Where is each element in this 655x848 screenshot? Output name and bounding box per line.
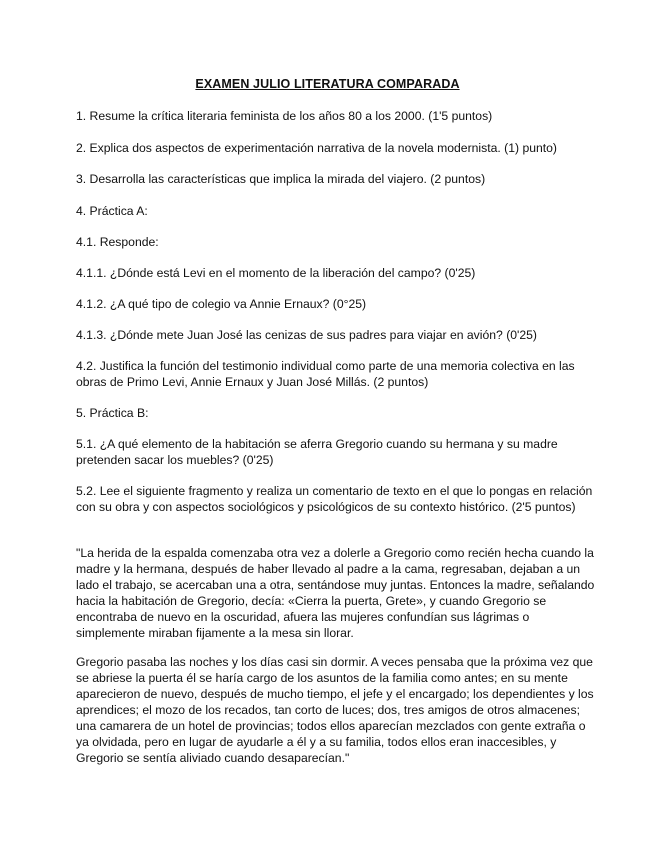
quote-line: aprendices; el mozo de los recados, tan corto de luces; dos, tres amigos de otros almacenes;: [76, 703, 581, 717]
quote-paragraph-1: [76, 545, 595, 641]
question-3: 3. Desarrolla las características que implica la mirada del viajero. (2 puntos): [76, 172, 486, 186]
question-5-2: [76, 483, 593, 515]
quote-line: simplemente miraban fijamente a la mesa sin llorar.: [76, 626, 354, 640]
quote-line: hacia la habitación de Gregorio, decía: «Cierra la puerta, Grete», y cuando Gregorio se: [76, 594, 547, 608]
quote-line: Gregorio pasaba las noches y los días casi sin dormir. A veces pensaba que la próxima vez que: [76, 655, 593, 669]
question-5-2-line: con su obra y con aspectos sociológicos y psicológicos de su contexto histórico. (2'5 puntos): [76, 500, 576, 514]
quote-line: "La herida de la espalda comenzaba otra vez a dolerle a Gregorio como recién hecha cuando la: [76, 546, 594, 560]
question-5-2-line: 5.2. Lee el siguiente fragmento y realiza un comentario de texto en el que lo pongas en relación: [76, 484, 593, 498]
practice-b-heading: 5. Práctica B:: [76, 406, 149, 420]
quote-line: una camarera de un hotel de provincias; todos ellos aparecían mezclados con gente extraña o: [76, 719, 586, 733]
quote-line: lado el trabajo, se acercaban una a otra, sentándose muy juntas. Entonces la madre, señalando: [76, 578, 595, 592]
question-2: 2. Explica dos aspectos de experimentación narrativa de la novela modernista. (1) punto): [76, 141, 557, 155]
question-5-1: [76, 436, 586, 468]
question-4-1-2: 4.1.2. ¿A qué tipo de colegio va Annie Ernaux? (0°25): [76, 297, 367, 311]
quote-line: encontraba de nuevo en la oscuridad, afuera las mujeres confundían sus lágrimas o: [76, 610, 530, 624]
quote-paragraph-2: [76, 654, 594, 766]
question-5-1-line: 5.1. ¿A qué elemento de la habitación se aferra Gregorio cuando su hermana y su madre: [76, 437, 558, 451]
question-1: 1. Resume la crítica literaria feminista de los años 80 a los 2000. (1'5 puntos): [76, 109, 493, 123]
question-4-2: [76, 358, 586, 390]
quote-line: aparecieron de nuevo, después de mucho tiempo, el jefe y el encargado; los dependientes y los: [76, 687, 594, 701]
question-4-2-line: 4.2. Justifica la función del testimonio individual como parte de una memoria colectiva en las: [76, 359, 575, 373]
question-4-1: 4.1. Responde:: [76, 235, 159, 249]
practice-a-heading: 4. Práctica A:: [76, 204, 148, 218]
exam-title: EXAMEN JULIO LITERATURA COMPARADA: [195, 77, 460, 91]
quote-line: ya olvidada, pero en lugar de ayudarle a él y a su familia, todos ellos eran inaccesibles, y: [76, 735, 557, 749]
quote-line: Gregorio se sentía aliviado cuando desaparecían.": [76, 751, 350, 765]
question-4-1-3: 4.1.3. ¿Dónde mete Juan José las cenizas de sus padres para viajar en avión? (0'25): [76, 328, 537, 342]
question-5-1-line: pretenden sacar los muebles? (0'25): [76, 453, 274, 467]
question-4-1-1: 4.1.1. ¿Dónde está Levi en el momento de la liberación del campo? (0'25): [76, 266, 476, 280]
question-4-2-line: obras de Primo Levi, Annie Ernaux y Juan José Millás. (2 puntos): [76, 375, 429, 389]
quote-line: madre y la hermana, después de haber llevado al padre a la cama, regresaban, dejaban a un: [76, 562, 581, 576]
quote-line: se abriese la puerta él se haría cargo de los asuntos de la familia como antes; en su mente: [76, 671, 568, 685]
